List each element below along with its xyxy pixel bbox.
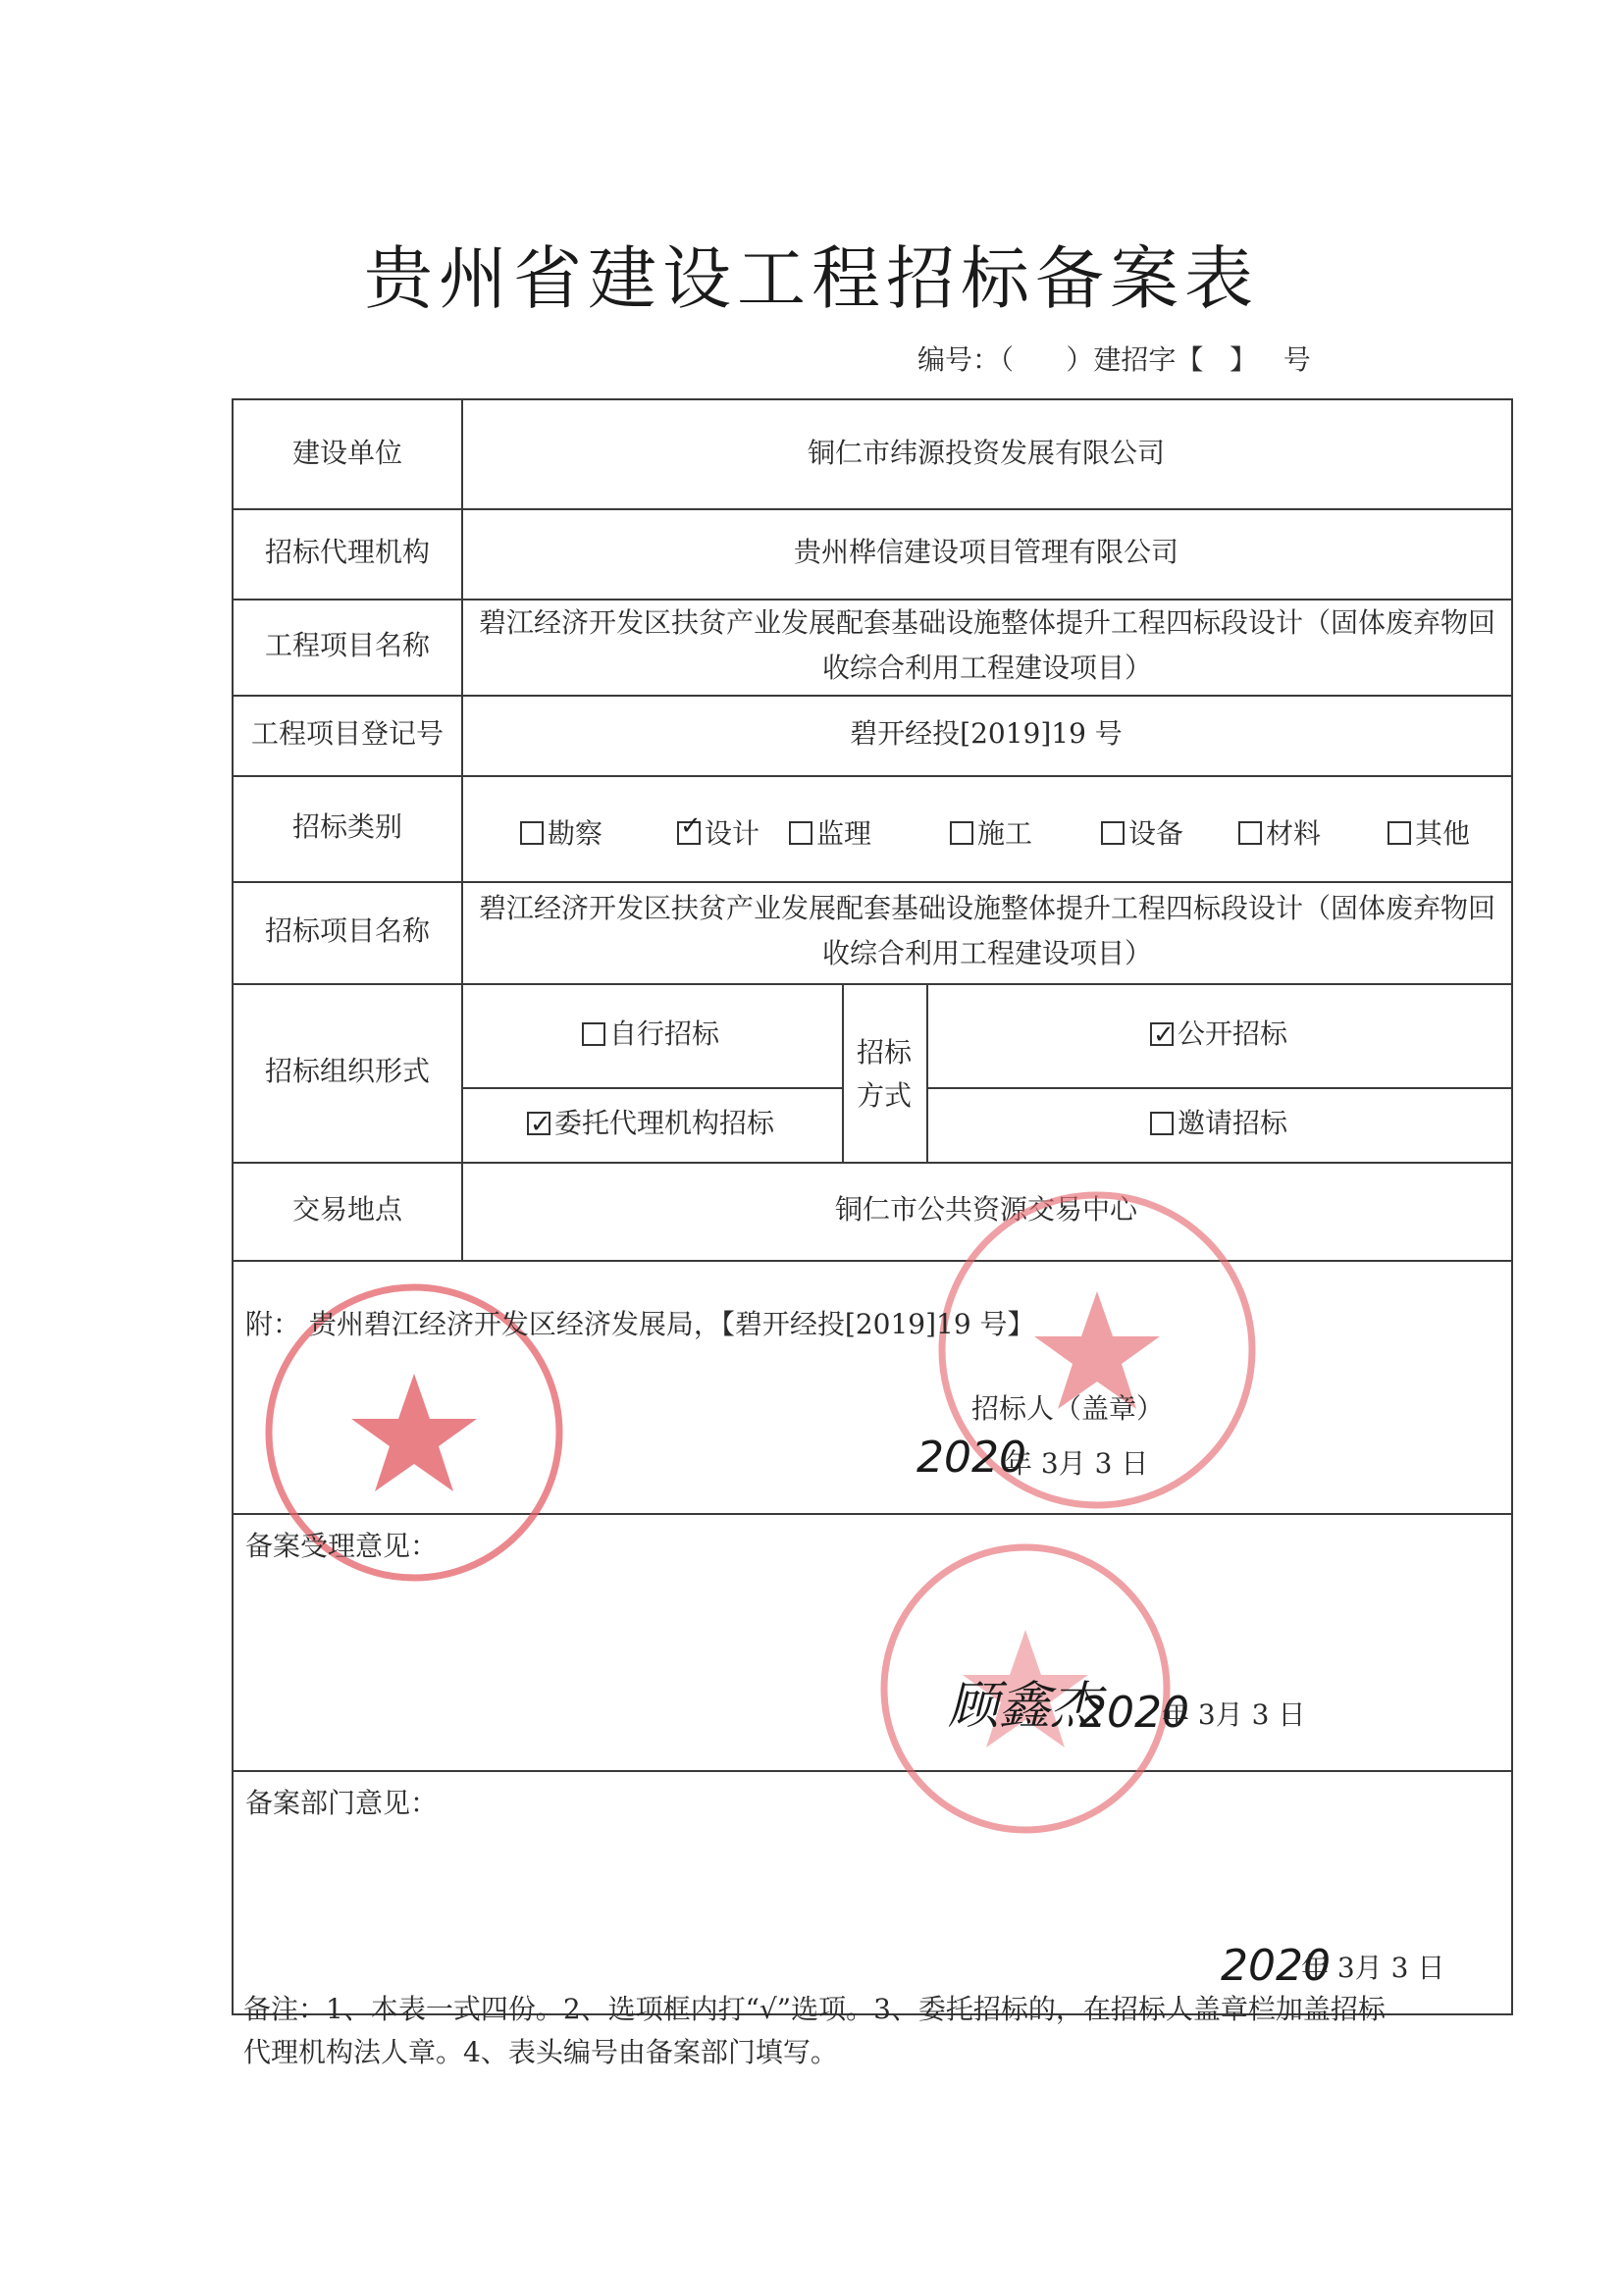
footnote: 备注：1、本表一式四份。2、选项框内打“√”选项。3、委托招标的，在招标人盖章栏加盖招标代理机构法人章。4、表头编号由备案部门填写。 bbox=[243, 1993, 1386, 2068]
option-materials[interactable]: 材料 bbox=[1238, 812, 1321, 852]
checkbox-construction[interactable] bbox=[950, 821, 973, 845]
attachment-date-year: 2020 bbox=[916, 1433, 1026, 1483]
checkbox-other[interactable] bbox=[1387, 821, 1411, 845]
value-agency: 贵州桦信建设项目管理有限公司 bbox=[793, 536, 1178, 568]
checkbox-public-tender[interactable] bbox=[1150, 1022, 1174, 1046]
row-divider bbox=[234, 1770, 1511, 1772]
acceptance-date-rest: 年 3月 3 日 bbox=[1162, 1698, 1306, 1731]
attachment-date-rest: 年 3月 3 日 bbox=[1005, 1447, 1149, 1480]
value-registration-no: 碧开经投[2019]19 号 bbox=[850, 717, 1123, 750]
department-label: 备案部门意见： bbox=[245, 1787, 439, 1819]
acceptance-label: 备案受理意见： bbox=[245, 1530, 439, 1562]
attachment-text: 附： 贵州碧江经济开发区经济发展局，【碧开经投[2019]19 号】 bbox=[245, 1308, 1035, 1340]
document-title: 贵州省建设工程招标备案表 bbox=[364, 238, 1259, 319]
checkbox-materials[interactable] bbox=[1238, 821, 1262, 845]
department-date-year: 2020 bbox=[1221, 1941, 1331, 1991]
option-public-tender[interactable]: ✓ 公开招标 bbox=[926, 983, 1511, 1085]
option-equipment[interactable]: 设备 bbox=[1101, 812, 1183, 852]
checkbox-supervision[interactable] bbox=[789, 821, 812, 845]
row-divider bbox=[234, 1260, 1511, 1262]
label-bid-project-name: 招标项目名称 bbox=[264, 914, 430, 947]
option-invited-tender[interactable]: 邀请招标 bbox=[926, 1087, 1511, 1160]
label-registration-no: 工程项目登记号 bbox=[250, 717, 444, 750]
label-organization: 招标组织形式 bbox=[264, 1055, 430, 1087]
option-survey[interactable]: 勘察 bbox=[520, 812, 602, 852]
checkbox-design[interactable] bbox=[677, 821, 701, 845]
bidder-signature-label: 招标人（盖章） bbox=[971, 1392, 1165, 1425]
acceptance-signature: 顾鑫杰 bbox=[948, 1677, 1102, 1736]
checkbox-self-tender[interactable] bbox=[582, 1022, 605, 1046]
label-project-name: 工程项目名称 bbox=[264, 629, 430, 661]
option-design[interactable]: ✓ 设计 bbox=[677, 812, 759, 852]
label-construction-unit: 建设单位 bbox=[291, 437, 402, 469]
label-agency: 招标代理机构 bbox=[264, 536, 430, 568]
option-self-tender[interactable]: 自行招标 bbox=[461, 983, 840, 1085]
label-tender-method: 招标方式 bbox=[856, 1036, 912, 1112]
category-options bbox=[461, 795, 1623, 863]
acceptance-date-year: 2020 bbox=[1079, 1688, 1189, 1738]
option-construction[interactable]: 施工 bbox=[950, 812, 1032, 852]
checkbox-invited-tender[interactable] bbox=[1150, 1112, 1174, 1135]
department-date-rest: 年 3月 3 日 bbox=[1301, 1952, 1445, 1984]
value-venue: 铜仁市公共资源交易中心 bbox=[834, 1193, 1137, 1226]
checkbox-equipment[interactable] bbox=[1101, 821, 1125, 845]
value-bid-project-name: 碧江经济开发区扶贫产业发展配套基础设施整体提升工程四标段设计（固体废弃物回收综合利用工程建设项目） bbox=[478, 892, 1495, 969]
option-other[interactable]: 其他 bbox=[1387, 812, 1470, 852]
checkbox-entrusted[interactable] bbox=[527, 1112, 550, 1135]
checkbox-survey[interactable] bbox=[520, 821, 544, 845]
option-entrusted[interactable]: ✓ 委托代理机构招标 bbox=[461, 1087, 840, 1160]
label-venue: 交易地点 bbox=[291, 1193, 402, 1226]
serial-number: 编号：（ ）建招字【 】 号 bbox=[917, 343, 1311, 376]
label-category: 招标类别 bbox=[291, 810, 402, 843]
value-construction-unit: 铜仁市纬源投资发展有限公司 bbox=[807, 437, 1165, 469]
option-supervision[interactable]: 监理 bbox=[789, 812, 871, 852]
value-project-name: 碧江经济开发区扶贫产业发展配套基础设施整体提升工程四标段设计（固体废弃物回收综合利用工程建设项目） bbox=[478, 606, 1495, 684]
